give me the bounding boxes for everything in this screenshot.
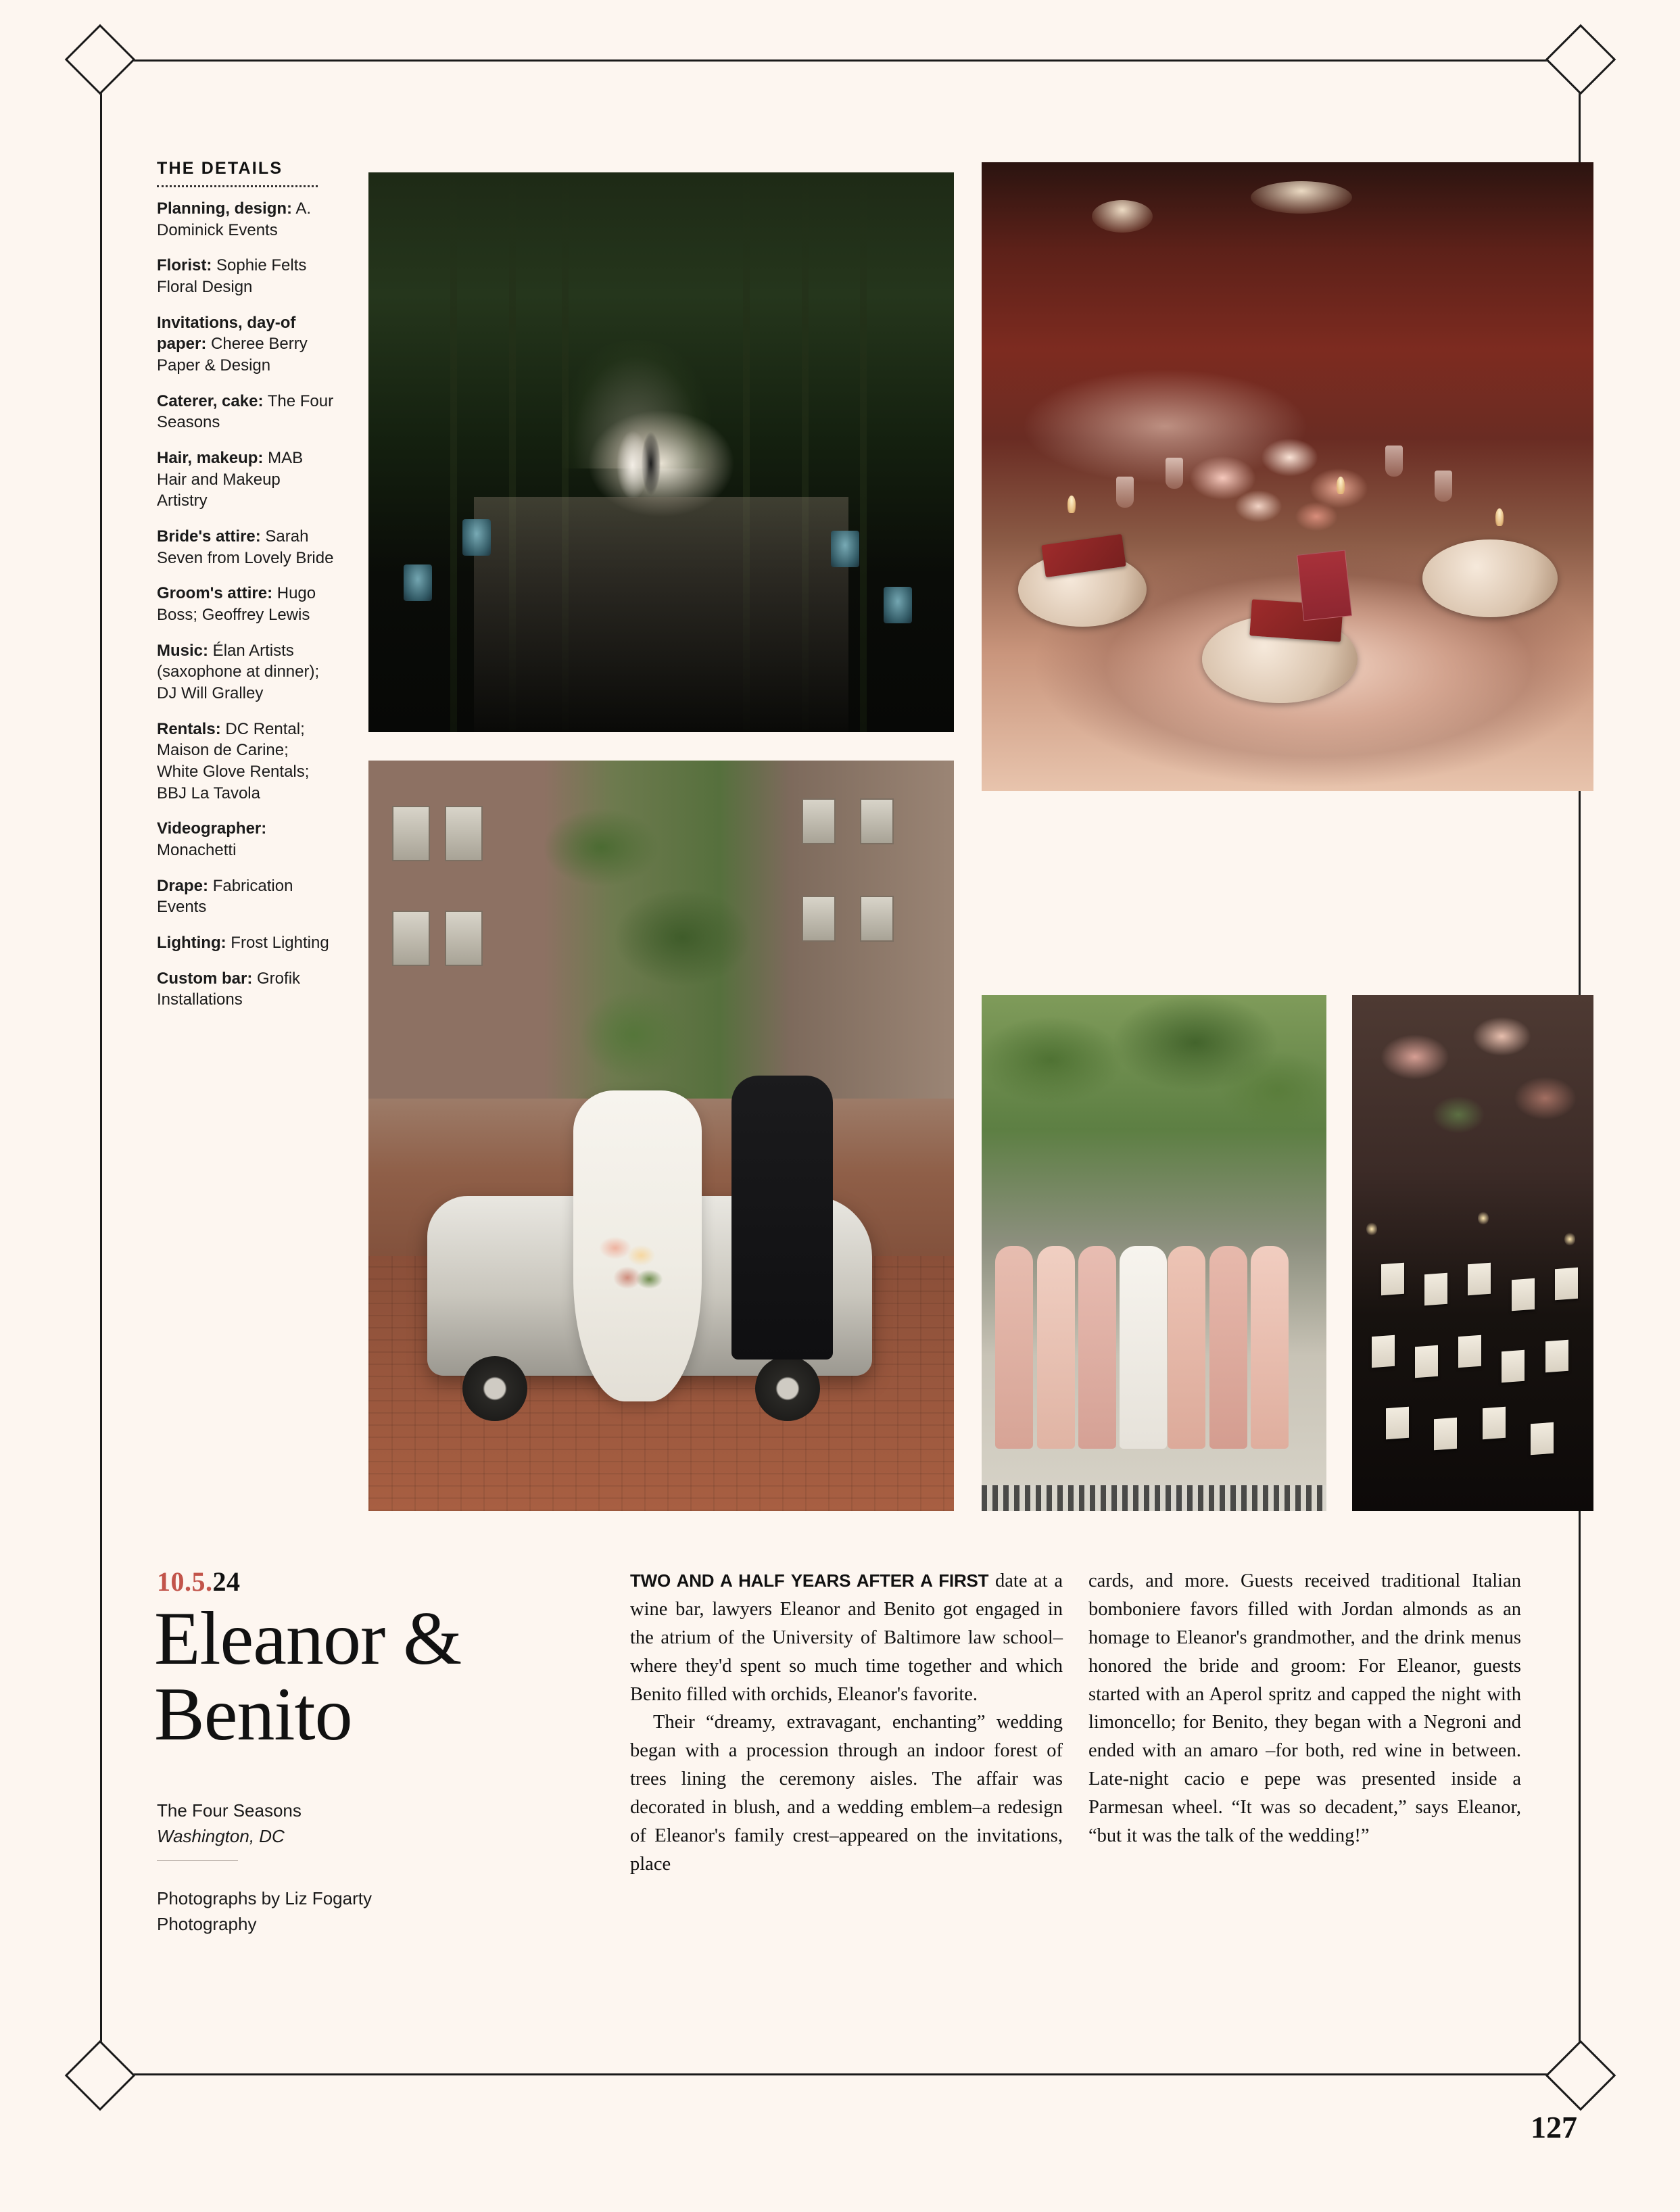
frame-corner-bottom-left (65, 2040, 136, 2111)
detail-value: Grofik Installations (157, 969, 301, 1009)
detail-item (157, 932, 334, 954)
wedding-date-monthday: 10.5. (157, 1566, 213, 1597)
detail-label: Music: (157, 641, 209, 660)
detail-value: DC Rental; Maison de Carine; White Glove Rentals; BBJ La Tavola (157, 719, 310, 802)
detail-value: A. Dominick Events (157, 199, 312, 239)
detail-value: Monachetti (157, 841, 237, 860)
couple-vintage-car-photo (368, 761, 954, 1511)
detail-value: Sophie Felts Floral Design (157, 256, 307, 297)
venue-block (157, 1798, 302, 1849)
detail-value: Sarah Seven from Lovely Bride (157, 527, 334, 567)
detail-label: Florist: (157, 256, 212, 275)
ceremony-aisle-photo-art (368, 172, 954, 732)
detail-item (157, 448, 334, 512)
detail-item (157, 526, 334, 569)
escort-cards-photo (1352, 995, 1593, 1511)
venue-divider (157, 1860, 238, 1861)
detail-item (157, 875, 334, 918)
frame-corner-top-left (65, 24, 136, 95)
detail-value: Fabrication Events (157, 876, 293, 917)
detail-value: Élan Artists (saxophone at dinner); DJ Will Gralley (157, 641, 320, 703)
frame-corner-bottom-right (1545, 2040, 1616, 2111)
body-lede: TWO AND A HALF YEARS AFTER A FIRST (630, 1570, 989, 1591)
detail-label: Rentals: (157, 719, 221, 738)
detail-label: Drape: (157, 876, 209, 895)
body-column-1 (630, 1567, 1063, 1879)
detail-item (157, 968, 334, 1011)
escort-cards-photo-art (1352, 995, 1593, 1511)
body-column-2 (1088, 1567, 1521, 1850)
detail-item (157, 719, 334, 804)
couple-vintage-car-photo-art (368, 761, 954, 1511)
detail-value: Cheree Berry Paper & Design (157, 335, 308, 375)
reception-tablescape-photo (982, 162, 1593, 791)
bridesmaids-photo-art (982, 995, 1326, 1511)
wedding-date-year: 24 (212, 1566, 241, 1597)
couple-names-line-1: Eleanor & (154, 1597, 462, 1681)
detail-item (157, 312, 334, 377)
detail-item (157, 391, 334, 433)
detail-label: Caterer, cake: (157, 391, 264, 410)
detail-item (157, 640, 334, 704)
detail-item (157, 818, 334, 861)
wedding-date (157, 1566, 241, 1597)
body-paragraph-2: Their “dreamy, extravagant, enchanting” wedding began with a procession through an indoor forest of trees lining the ceremony aisles. The affair was decorated in blush, and a wedding emblem–a redesign of Eleanor's family crest–appeared on the invitations, place (630, 1712, 1063, 1875)
detail-label: Groom's attire: (157, 584, 273, 603)
detail-label: Planning, design: (157, 199, 293, 218)
detail-label: Custom bar: (157, 969, 253, 988)
detail-item (157, 255, 334, 297)
detail-value: The Four Seasons (157, 391, 334, 432)
detail-label: Invitations, day-of paper: (157, 313, 296, 354)
photography-credit: Photographs by Liz Fogarty Photography (157, 1888, 372, 1934)
body-paragraph-3: cards, and more. Guests received traditional Italian bomboniere favors filled with Jordan almonds as an homage to Eleanor's grandmother, and the drink menus honored the bride and groom: For Eleanor, guests started with an Aperol spritz and capped the night with limoncello; for Benito, they began with a Negroni and ended with an amaro –for both, red wine in between. Late-night cacio e pepe was presented inside a Parmesan wheel. “It was so decadent,” says Eleanor, “but it was the talk of the wedding!” (1088, 1570, 1521, 1847)
detail-label: Videographer: (157, 819, 267, 838)
detail-label: Lighting: (157, 934, 226, 953)
venue-name: The Four Seasons (157, 1800, 302, 1821)
detail-value: MAB Hair and Makeup Artistry (157, 449, 304, 510)
detail-item (157, 583, 334, 625)
venue-location: Washington, DC (157, 1825, 285, 1846)
detail-value: Frost Lighting (226, 934, 329, 953)
detail-item (157, 198, 334, 241)
ceremony-aisle-photo (368, 172, 954, 732)
details-sidebar (157, 159, 334, 1025)
detail-value: Hugo Boss; Geoffrey Lewis (157, 584, 316, 625)
couple-names-line-2: Benito (154, 1673, 352, 1756)
detail-label: Hair, makeup: (157, 449, 264, 468)
detail-label: Bride's attire: (157, 527, 261, 546)
couple-names-title (154, 1597, 560, 1756)
page-number: 127 (1531, 2110, 1577, 2144)
body-paragraph (630, 1567, 1063, 1708)
bridesmaids-photo (982, 995, 1326, 1511)
frame-corner-top-right (1545, 24, 1616, 95)
details-divider (157, 185, 318, 187)
body-paragraph-1-text: date at a wine bar, lawyers Eleanor and Benito got engaged in the atrium of the University of Baltimore law school–where they'd spent so much time together and which Benito filled with orchids, Eleanor's favorite. (630, 1570, 1063, 1705)
details-heading: THE DETAILS (157, 159, 283, 178)
reception-tablescape-photo-art (982, 162, 1593, 791)
